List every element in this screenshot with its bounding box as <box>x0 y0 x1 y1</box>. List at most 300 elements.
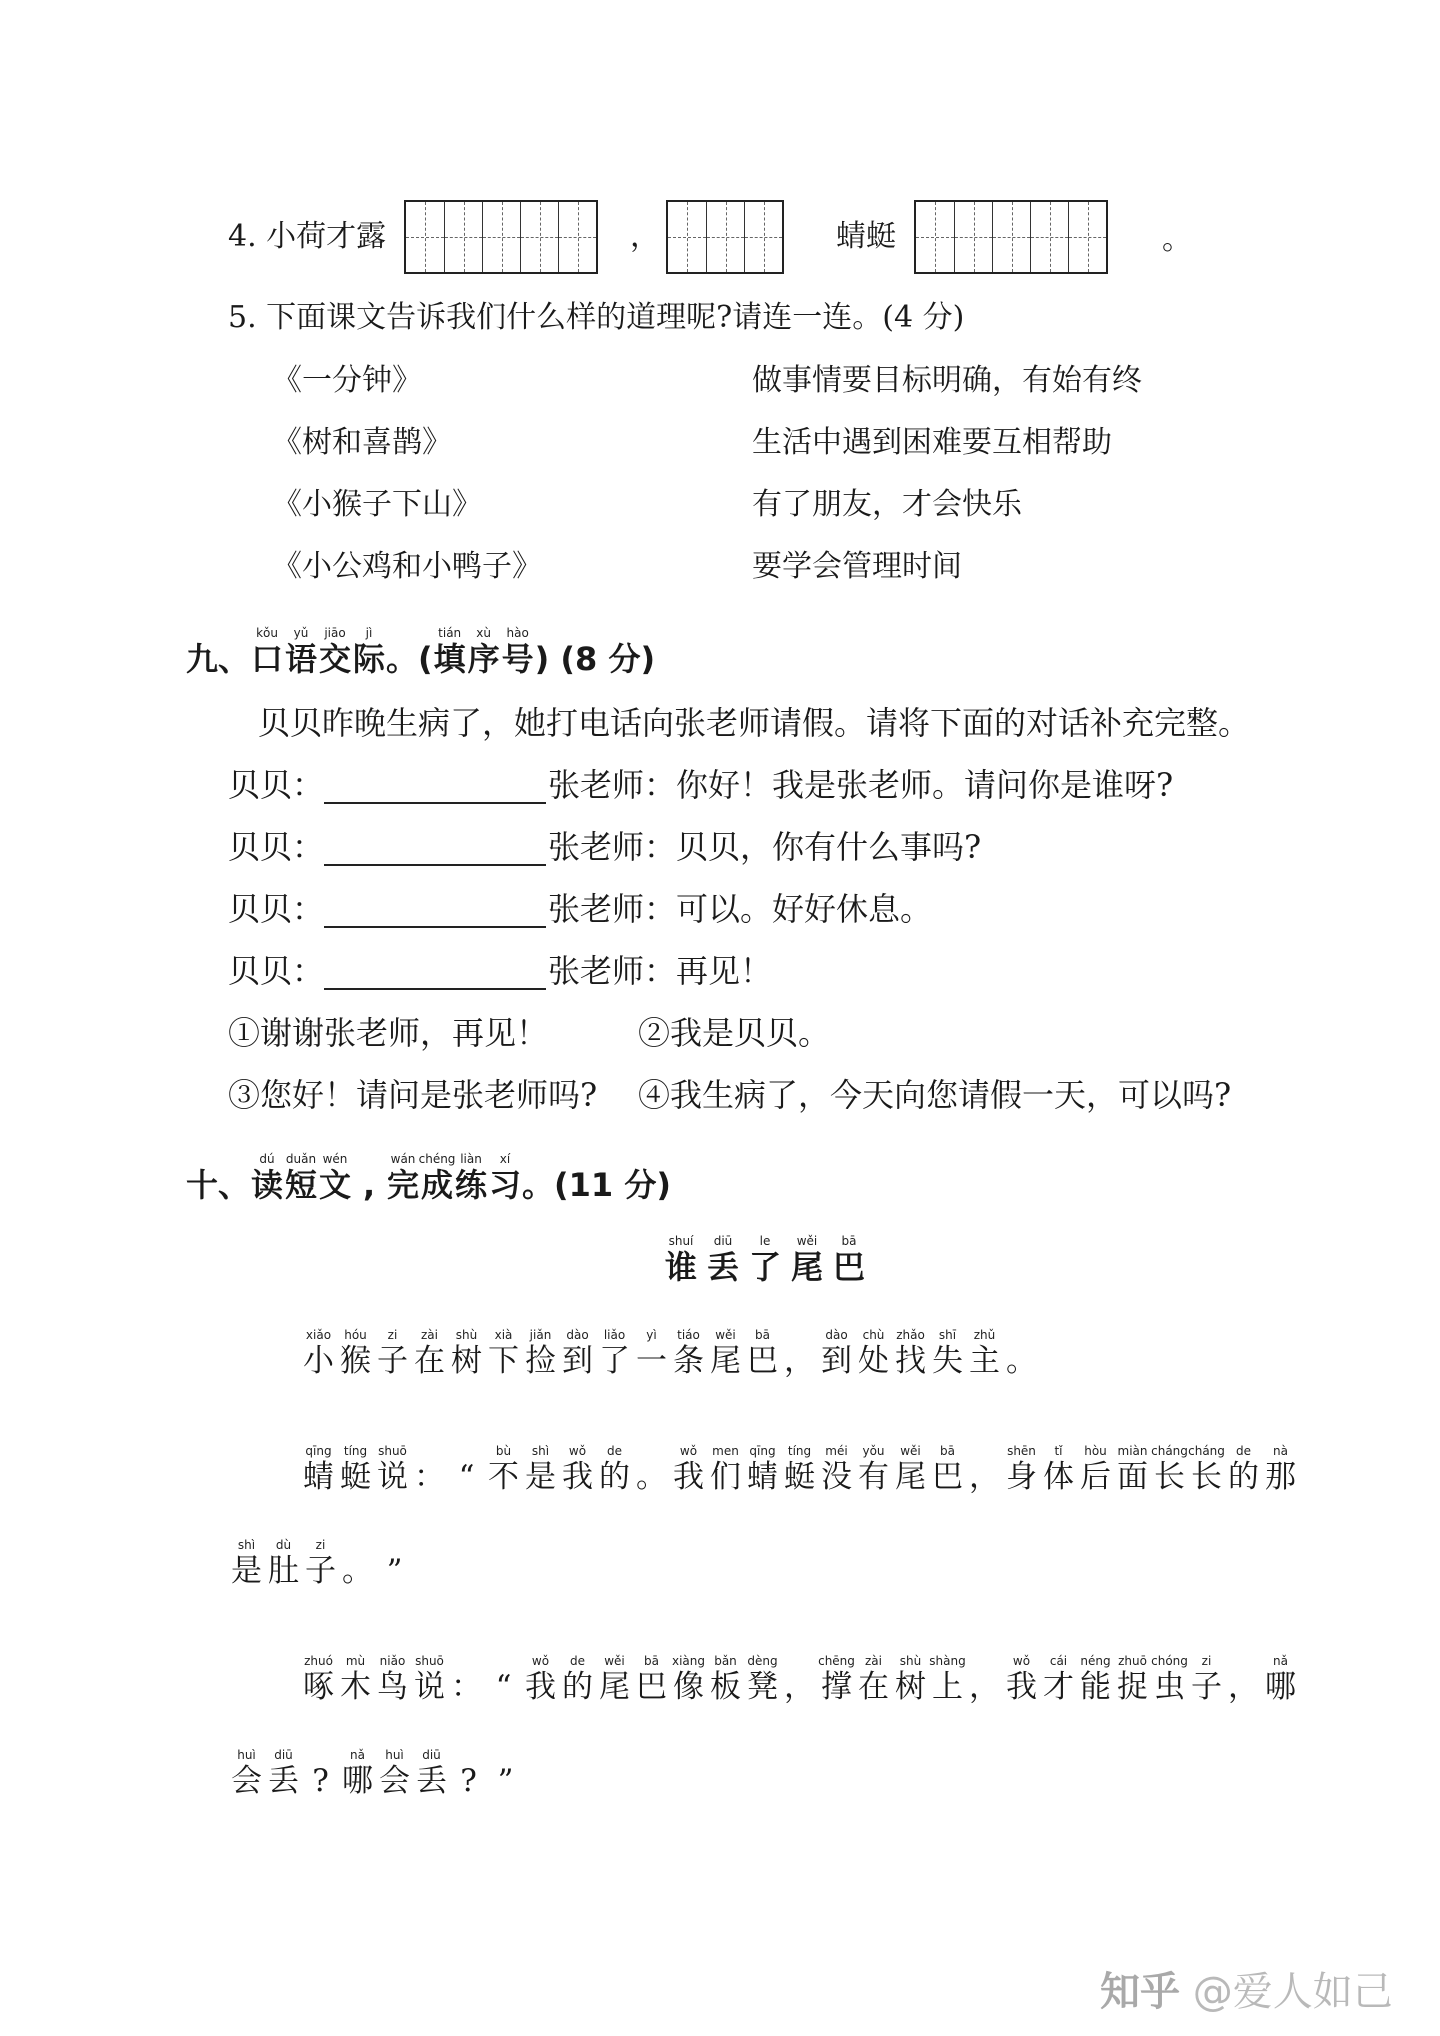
hanzi: 条 <box>673 1343 704 1379</box>
pinyin: nǎ <box>1273 1654 1288 1668</box>
hanzi: 会 <box>379 1763 410 1799</box>
pinyin: zhǎo <box>896 1328 925 1342</box>
hanzi: 猴 <box>340 1343 371 1379</box>
hanzi: 体 <box>1043 1459 1074 1495</box>
grid-cell[interactable] <box>744 202 782 272</box>
hanzi: 序 <box>467 640 500 678</box>
pinyin: de <box>607 1444 622 1458</box>
section-9-heading <box>186 626 655 678</box>
q5-left-item[interactable]: 《一分钟》 <box>272 363 422 398</box>
ruby-char <box>376 1538 413 1590</box>
hanzi: 练 <box>455 1166 488 1204</box>
hanzi: 凳 <box>747 1669 778 1705</box>
pinyin: shēn <box>1007 1444 1036 1458</box>
pinyin: wěi <box>715 1328 736 1342</box>
hanzi: 在 <box>414 1343 445 1379</box>
pinyin: shì <box>237 1538 256 1552</box>
hanzi: 才 <box>1043 1669 1074 1705</box>
hanzi: ： <box>414 1459 445 1495</box>
hanzi: 了 <box>599 1343 630 1379</box>
ruby-char <box>855 1654 892 1706</box>
speaker-label: 贝贝： <box>228 828 325 866</box>
hanzi: 肚 <box>268 1553 299 1589</box>
heading-score: ) (8 分) <box>534 640 656 678</box>
grid-cell[interactable] <box>482 202 520 272</box>
ruby-char <box>487 1748 524 1800</box>
ruby-char <box>337 1654 374 1706</box>
pinyin: cái <box>1049 1654 1068 1668</box>
hanzi: 。 <box>636 1459 667 1495</box>
hanzi: 像 <box>673 1669 704 1705</box>
pinyin: diū <box>274 1748 293 1762</box>
pinyin: de <box>570 1654 585 1668</box>
q4-period: 。 <box>1162 222 1192 257</box>
pinyin: yì <box>646 1328 657 1342</box>
pinyin: jiǎn <box>529 1328 552 1342</box>
ruby-char <box>781 1328 818 1380</box>
pinyin: wán <box>390 1152 416 1166</box>
option-1: ①谢谢张老师，再见！ <box>228 1014 549 1052</box>
ruby-char <box>966 1328 1003 1380</box>
pinyin: tíng <box>787 1444 812 1458</box>
ruby-char <box>707 1654 744 1706</box>
pinyin: le <box>759 1234 771 1248</box>
ruby-char <box>265 1538 302 1590</box>
story-line-4 <box>300 1654 1299 1706</box>
hanzi: 捉 <box>1117 1669 1148 1705</box>
hanzi: 长 <box>1191 1459 1222 1495</box>
ruby-char <box>485 1328 522 1380</box>
pinyin: diū <box>422 1748 441 1762</box>
hanzi: ， <box>969 1459 1000 1495</box>
hanzi: 习 <box>489 1166 522 1204</box>
pinyin: mù <box>345 1654 366 1668</box>
hanzi: ? <box>460 1763 477 1799</box>
grid-cell[interactable] <box>444 202 482 272</box>
hanzi: 成 <box>421 1166 454 1204</box>
hanzi: 巴 <box>932 1459 963 1495</box>
hanzi: 了 <box>748 1248 781 1286</box>
pinyin: niǎo <box>379 1654 406 1668</box>
pinyin: wěi <box>604 1654 625 1668</box>
pinyin: chēng <box>818 1654 855 1668</box>
grid-cell[interactable] <box>992 202 1030 272</box>
pinyin: qīng <box>749 1444 776 1458</box>
zhihu-logo: 知乎 <box>1100 1969 1180 2015</box>
ruby-char <box>1003 1444 1040 1496</box>
pinyin: men <box>712 1444 739 1458</box>
grid-cell[interactable] <box>520 202 558 272</box>
pinyin: zhuō <box>1118 1654 1147 1668</box>
pinyin: shuō <box>415 1654 444 1668</box>
q4-prefix: 4. 小荷才露 <box>228 219 387 254</box>
q4-word: 蜻蜓 <box>836 219 896 254</box>
hanzi: 蜓 <box>784 1459 815 1495</box>
hanzi: ， <box>1228 1669 1259 1705</box>
ruby-char <box>250 1152 284 1204</box>
ruby-char <box>744 1444 781 1496</box>
hanzi: 丢 <box>416 1763 447 1799</box>
pinyin: cháng <box>1151 1444 1188 1458</box>
ruby-char <box>339 1538 376 1590</box>
pinyin: zi <box>387 1328 398 1342</box>
hanzi: 蜻 <box>747 1459 778 1495</box>
ruby-char <box>781 1444 818 1496</box>
ruby-char <box>374 1444 411 1496</box>
section-10-heading <box>186 1152 671 1204</box>
hanzi: 板 <box>710 1669 741 1705</box>
ruby-char <box>1262 1444 1299 1496</box>
pinyin: shù <box>899 1654 922 1668</box>
pinyin: bā <box>841 1234 857 1248</box>
hanzi: 没 <box>821 1459 852 1495</box>
ruby-char <box>485 1654 522 1706</box>
ruby-char <box>522 1654 559 1706</box>
q5-prompt: 5. 下面课文告诉我们什么样的道理呢?请连一连。(4 分) <box>228 300 965 335</box>
ruby-char <box>337 1328 374 1380</box>
pinyin: xiàng <box>671 1654 705 1668</box>
hanzi: , <box>362 1166 376 1204</box>
q5-right-item[interactable]: 有了朋友，才会快乐 <box>752 487 1022 522</box>
ruby-char <box>501 626 535 678</box>
ruby-char <box>352 1152 386 1204</box>
ruby-char <box>966 1444 1003 1496</box>
ruby-char <box>929 1444 966 1496</box>
grid-cell[interactable] <box>668 202 706 272</box>
writing-grid-3[interactable] <box>914 200 1108 274</box>
ruby-char <box>413 1748 450 1800</box>
watermark-author: @爱人如己 <box>1192 1969 1393 2015</box>
hanzi: 填 <box>433 640 466 678</box>
pinyin: wǒ <box>679 1444 698 1458</box>
hanzi: 的 <box>1228 1459 1259 1495</box>
ruby-char <box>376 1748 413 1800</box>
q5-right-item[interactable]: 做事情要目标明确，有始有终 <box>752 363 1142 398</box>
hanzi: 谁 <box>664 1248 697 1286</box>
ruby-char <box>411 1328 448 1380</box>
hanzi: 完 <box>387 1166 420 1204</box>
ruby-char <box>467 626 501 678</box>
pinyin: wěi <box>796 1234 818 1248</box>
ruby-char <box>892 1654 929 1706</box>
ruby-char <box>702 1234 744 1286</box>
pinyin: néng <box>1080 1654 1111 1668</box>
ruby-char <box>411 1444 448 1496</box>
ruby-char <box>448 1444 485 1496</box>
pinyin: chéng <box>418 1152 456 1166</box>
hanzi: 撑 <box>821 1669 852 1705</box>
ruby-char <box>818 1654 855 1706</box>
grid-cell[interactable] <box>558 202 596 272</box>
heading-score: 。(11 分) <box>522 1166 671 1204</box>
ruby-char <box>374 1654 411 1706</box>
q5-right-item[interactable]: 生活中遇到困难要互相帮助 <box>752 425 1112 460</box>
pinyin: yǒu <box>862 1444 885 1458</box>
ruby-char <box>786 1234 828 1286</box>
hanzi: 的 <box>599 1459 630 1495</box>
q5-left-item[interactable]: 《小公鸡和小鸭子》 <box>272 549 542 584</box>
pinyin: zhuó <box>304 1654 333 1668</box>
hanzi: 的 <box>562 1669 593 1705</box>
ruby-char <box>596 1444 633 1496</box>
ruby-char <box>855 1328 892 1380</box>
hanzi: 子 <box>1191 1669 1222 1705</box>
pinyin: nǎ <box>350 1748 365 1762</box>
pinyin: shuō <box>378 1444 407 1458</box>
ruby-char <box>855 1444 892 1496</box>
ruby-char <box>302 1538 339 1590</box>
ruby-char <box>744 1328 781 1380</box>
hanzi: ” <box>497 1763 514 1799</box>
hanzi: 我 <box>562 1459 593 1495</box>
hanzi: ? <box>312 1763 329 1799</box>
pinyin: diū <box>713 1234 733 1248</box>
ruby-char <box>670 1444 707 1496</box>
ruby-char <box>1040 1654 1077 1706</box>
ruby-char <box>1188 1654 1225 1706</box>
pinyin: wǒ <box>531 1654 550 1668</box>
hanzi: ” <box>386 1553 403 1589</box>
pinyin: wǒ <box>568 1444 587 1458</box>
grid-cell[interactable] <box>1068 202 1106 272</box>
hanzi: 后 <box>1080 1459 1111 1495</box>
hanzi: 说 <box>414 1669 445 1705</box>
hanzi: 小 <box>303 1343 334 1379</box>
hanzi: ， <box>784 1343 815 1379</box>
hanzi: 说 <box>377 1459 408 1495</box>
hanzi: 巴 <box>832 1248 865 1286</box>
hanzi: 长 <box>1154 1459 1185 1495</box>
ruby-char <box>300 1328 337 1380</box>
ruby-char <box>1262 1654 1299 1706</box>
hanzi: 身 <box>1006 1459 1037 1495</box>
pinyin: zài <box>421 1328 438 1342</box>
pinyin: shàng <box>929 1654 966 1668</box>
hanzi: 际 <box>353 640 386 678</box>
pinyin: xiǎo <box>305 1328 332 1342</box>
hanzi: 号 <box>501 640 534 678</box>
ruby-char <box>707 1444 744 1496</box>
option-4: ④我生病了，今天向您请假一天，可以吗? <box>638 1076 1232 1114</box>
ruby-char <box>339 1748 376 1800</box>
pinyin: jì <box>365 626 373 640</box>
grid-cell[interactable] <box>954 202 992 272</box>
hanzi: 找 <box>895 1343 926 1379</box>
ruby-char <box>559 1444 596 1496</box>
ruby-char <box>670 1654 707 1706</box>
ruby-char <box>929 1654 966 1706</box>
hanzi: 巴 <box>747 1343 778 1379</box>
pinyin: dào <box>566 1328 589 1342</box>
ruby-char <box>1225 1654 1262 1706</box>
pinyin: hào <box>506 626 529 640</box>
grid-cell[interactable] <box>916 202 954 272</box>
q5-right-item[interactable]: 要学会管理时间 <box>752 549 962 584</box>
answer-blank[interactable] <box>324 988 546 990</box>
answer-blank[interactable] <box>324 864 546 866</box>
ruby-char <box>892 1328 929 1380</box>
speaker-label: 贝贝： <box>228 890 325 928</box>
ruby-char <box>352 626 386 678</box>
pinyin: wǒ <box>1012 1654 1031 1668</box>
hanzi: 树 <box>451 1343 482 1379</box>
hanzi: 到 <box>562 1343 593 1379</box>
ruby-char <box>1003 1654 1040 1706</box>
hanzi: 面 <box>1117 1459 1148 1495</box>
hanzi: 不 <box>488 1459 519 1495</box>
hanzi: 处 <box>858 1343 889 1379</box>
hanzi: 哪 <box>1265 1669 1296 1705</box>
ruby-char <box>1151 1654 1188 1706</box>
hanzi: 我 <box>525 1669 556 1705</box>
heading-punct: 。( <box>386 640 433 678</box>
pinyin: zhǔ <box>973 1328 996 1342</box>
section-number: 十、 <box>186 1166 251 1204</box>
pinyin: dào <box>825 1328 848 1342</box>
hanzi: 。 <box>342 1553 373 1589</box>
hanzi: 能 <box>1080 1669 1111 1705</box>
ruby-char <box>522 1328 559 1380</box>
teacher-reply: 张老师：贝贝，你有什么事吗? <box>548 828 982 866</box>
hanzi: 蜻 <box>303 1459 334 1495</box>
hanzi: 尾 <box>790 1248 823 1286</box>
pinyin: wén <box>322 1152 348 1166</box>
ruby-char <box>559 1654 596 1706</box>
hanzi: 子 <box>377 1343 408 1379</box>
ruby-char <box>284 626 318 678</box>
pinyin: tiáo <box>677 1328 700 1342</box>
pinyin: miàn <box>1117 1444 1148 1458</box>
pinyin: yǔ <box>293 626 309 640</box>
ruby-char <box>450 1748 487 1800</box>
speaker-label: 贝贝： <box>228 952 325 990</box>
pinyin: kǒu <box>256 626 278 640</box>
pinyin: jiāo <box>324 626 346 640</box>
pinyin: chóng <box>1151 1654 1188 1668</box>
pinyin: zi <box>1201 1654 1212 1668</box>
pinyin: de <box>1236 1444 1251 1458</box>
option-3: ③您好！请问是张老师吗? <box>228 1076 598 1114</box>
pinyin: tián <box>438 626 462 640</box>
hanzi: 读 <box>251 1166 284 1204</box>
hanzi: 到 <box>821 1343 852 1379</box>
pinyin: xù <box>476 626 492 640</box>
ruby-char <box>337 1444 374 1496</box>
ruby-char <box>374 1328 411 1380</box>
grid-cell[interactable] <box>1030 202 1068 272</box>
answer-blank[interactable] <box>324 926 546 928</box>
ruby-char <box>228 1538 265 1590</box>
hanzi: 有 <box>858 1459 889 1495</box>
hanzi: 蜓 <box>340 1459 371 1495</box>
pinyin: bǎn <box>714 1654 737 1668</box>
pinyin: tǐ <box>1054 1444 1063 1458</box>
ruby-char <box>250 626 284 678</box>
pinyin: zi <box>315 1538 326 1552</box>
ruby-char <box>485 1444 522 1496</box>
hanzi: 丢 <box>268 1763 299 1799</box>
ruby-char <box>1188 1444 1225 1496</box>
hanzi: 语 <box>285 640 318 678</box>
pinyin: méi <box>825 1444 848 1458</box>
grid-cell[interactable] <box>706 202 744 272</box>
hanzi: ， <box>784 1669 815 1705</box>
ruby-char <box>448 1328 485 1380</box>
hanzi: 啄 <box>303 1669 334 1705</box>
teacher-reply: 张老师：再见！ <box>548 952 773 990</box>
hanzi: 我 <box>1006 1669 1037 1705</box>
pinyin: chù <box>862 1328 885 1342</box>
pinyin: bù <box>495 1444 512 1458</box>
pinyin: bā <box>755 1328 770 1342</box>
ruby-char <box>386 1152 420 1204</box>
ruby-char <box>1114 1654 1151 1706</box>
hanzi: 下 <box>488 1343 519 1379</box>
ruby-char <box>454 1152 488 1204</box>
hanzi: 丢 <box>706 1248 739 1286</box>
pinyin: zài <box>865 1654 882 1668</box>
pinyin: liǎo <box>603 1328 626 1342</box>
hanzi: “ <box>458 1459 475 1495</box>
hanzi: 鸟 <box>377 1669 408 1705</box>
ruby-char <box>707 1328 744 1380</box>
q4-comma: ， <box>630 219 660 254</box>
answer-blank[interactable] <box>324 802 546 804</box>
hanzi: 哪 <box>342 1763 373 1799</box>
writing-grid-2[interactable] <box>666 200 784 274</box>
hanzi: 会 <box>231 1763 262 1799</box>
ruby-char <box>1225 1444 1262 1496</box>
writing-grid-1[interactable] <box>404 200 598 274</box>
option-2: ②我是贝贝。 <box>638 1014 831 1052</box>
pinyin: shì <box>531 1444 550 1458</box>
ruby-char <box>265 1748 302 1800</box>
ruby-char <box>300 1444 337 1496</box>
teacher-reply: 张老师：你好！我是张老师。请问你是谁呀? <box>548 766 1174 804</box>
ruby-char <box>1114 1444 1151 1496</box>
hanzi: ： <box>451 1669 482 1705</box>
pinyin: bā <box>644 1654 659 1668</box>
story-line-3 <box>228 1538 413 1590</box>
ruby-char <box>660 1234 702 1286</box>
grid-cell[interactable] <box>406 202 444 272</box>
ruby-char <box>1151 1444 1188 1496</box>
q5-left-item[interactable]: 《树和喜鹊》 <box>272 425 452 460</box>
ruby-char <box>781 1654 818 1706</box>
pinyin: wěi <box>900 1444 921 1458</box>
ruby-char <box>559 1328 596 1380</box>
hanzi: 树 <box>895 1669 926 1705</box>
hanzi: 失 <box>932 1343 963 1379</box>
hanzi: 一 <box>636 1343 667 1379</box>
ruby-char <box>318 1152 352 1204</box>
pinyin: duǎn <box>285 1152 317 1166</box>
ruby-char <box>1077 1654 1114 1706</box>
watermark <box>1100 1960 1393 2017</box>
story-line-5 <box>228 1748 524 1800</box>
hanzi: 在 <box>858 1669 889 1705</box>
teacher-reply: 张老师：可以。好好休息。 <box>548 890 933 928</box>
speaker-label: 贝贝： <box>228 766 325 804</box>
ruby-char <box>633 1654 670 1706</box>
hanzi: 。 <box>1006 1343 1037 1379</box>
q5-left-item[interactable]: 《小猴子下山》 <box>272 487 482 522</box>
ruby-char <box>284 1152 318 1204</box>
pinyin: nà <box>1273 1444 1288 1458</box>
ruby-char <box>596 1654 633 1706</box>
hanzi: 上 <box>932 1669 963 1705</box>
pinyin: shù <box>455 1328 478 1342</box>
